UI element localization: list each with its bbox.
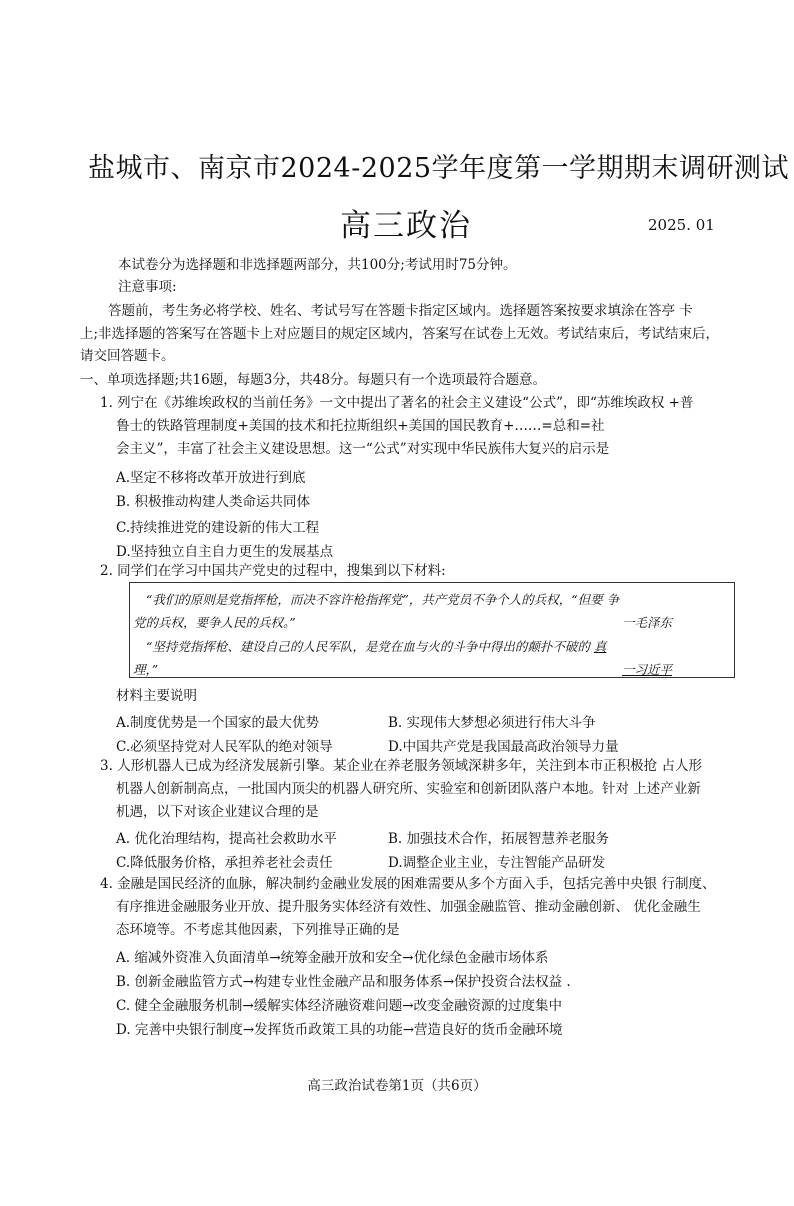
q3-line-2: 机器人创新制高点，一批国内顶尖的机器人研究所、实验室和创新团队落户本地。针对 上述产业新	[116, 781, 701, 797]
q4-option-c: C. 健全金融服务机制→缓解实体经济融资难问题→改变金融资源的过度集中	[116, 998, 563, 1014]
quote-2-line-1: “坚持党指挥枪、建设自己的人民军队，是党在血与火的斗争中得出的颠扑不破的 真	[146, 639, 607, 654]
q1-option-a: A.坚定不移将改革开放进行到底	[116, 470, 306, 486]
exam-date: 2025. 01	[648, 216, 715, 234]
quote-2-line-2: 理，”	[133, 662, 159, 677]
q2-option-b: B. 实现伟大梦想必须进行伟大斗争	[388, 715, 596, 731]
q4-line-1: 4. 金融是国民经济的血脉，解决制约金融业发展的困难需要从多个方面入手，包括完善中央银 行制度、	[100, 876, 716, 892]
exam-subtitle: 高三政治	[340, 208, 472, 244]
q4-option-d: D. 完善中央银行制度→发挥货币政策工具的功能→营造良好的货币金融环境	[116, 1022, 563, 1038]
notes-heading: 注意事项:	[118, 279, 177, 295]
q3-option-b: B. 加强技术合作，拓展智慧养老服务	[388, 831, 610, 847]
q3-line-1: 3. 人形机器人已成为经济发展新引擎。某企业在养老服务领域深耕多年，关注到本市正积极抢 占人形	[100, 758, 702, 774]
material-box	[129, 582, 735, 678]
q3-option-d: D.调整企业主业，专注智能产品研发	[388, 855, 606, 871]
quote-1-line-1: “我们的原则是党指挥枪，而决不容许枪指挥党”，共产党员不争个人的兵权，“但要 争	[146, 592, 620, 607]
q4-line-2: 有序推进金融服务业开放、提升服务实体经济有效性、加强金融监管、推动金融创新、 优化金融生	[116, 899, 701, 915]
notes-line-1: 答题前，考生务必将学校、姓名、考试号写在答题卡指定区域内。选择题答案按要求填涂在答亭 卡	[108, 303, 693, 319]
q4-option-b: B. 创新金融监管方式→构建专业性金融产品和服务体系→保护投资合法权益 .	[116, 974, 571, 990]
q1-option-c: C.持续推进党的建设新的伟大工程	[116, 520, 320, 536]
q2-stem: 2. 同学们在学习中国共产党史的过程中，搜集到以下材料:	[100, 563, 446, 579]
q4-option-a: A. 缩减外资准入负面清单→统筹金融开放和安全→优化绿色金融市场体系	[116, 950, 549, 966]
notes-line-3: 请交回答题卡。	[80, 348, 175, 364]
section-heading: 一、单项选择题;共16题，每题3分，共48分。每题只有一个选项最符合题意。	[80, 372, 546, 388]
q2-option-d: D.中国共产党是我国最高政治领导力量	[388, 739, 619, 755]
quote-2-source: 一习近平	[622, 662, 673, 677]
exam-title: 盐城市、南京市2024-2025学年度第一学期期末调研测试	[88, 153, 790, 184]
page-footer: 高三政治试卷第1页（共6页）	[307, 1078, 487, 1094]
q1-option-b: B. 积极推动构建人类命运共同体	[116, 494, 311, 510]
q3-option-a: A. 优化治理结构，提高社会救助水平	[116, 831, 337, 847]
q1-line-2: 鲁士的铁路管理制度+美国的技术和托拉斯组织+美国的国民教育+……=总和=社	[116, 418, 605, 434]
q1-line-3: 会主义”，丰富了社会主义建设思想。这一“公式”对实现中华民族伟大复兴的启示是	[116, 441, 610, 457]
q2-option-a: A.制度优势是一个国家的最大优势	[116, 715, 320, 731]
quote-2-underlined: 真	[593, 639, 607, 654]
intro-text: 本试卷分为选择题和非选择题两部分，共100分;考试用时75分钟。	[118, 257, 517, 273]
q2-prompt: 材料主要说明	[116, 688, 197, 704]
q2-option-c: C.必须坚持党对人民军队的绝对领导	[116, 739, 333, 755]
q1-option-d: D.坚持独立自主自力更生的发展基点	[116, 544, 334, 560]
notes-line-2: 上;非选择题的答案写在答题卡上对应题目的规定区域内，答案写在试卷上无效。考试结束后，考试结束后，	[80, 326, 720, 342]
quote-1-line-2: 党的兵权，要争人民的兵权。”	[133, 615, 296, 630]
q4-line-3: 态环境等。不考虑其他因素，下列推导正确的是	[116, 922, 400, 938]
q3-option-c: C.降低服务价格，承担养老社会责任	[116, 855, 333, 871]
q3-line-3: 机遇，以下对该企业建议合理的是	[116, 804, 319, 820]
quote-1-source: 一毛泽东	[622, 615, 673, 630]
q1-line-1: 1. 列宁在《苏维埃政权的当前任务》一文中提出了著名的社会主义建设“公式”，即“苏维埃政权 +普	[100, 395, 694, 411]
